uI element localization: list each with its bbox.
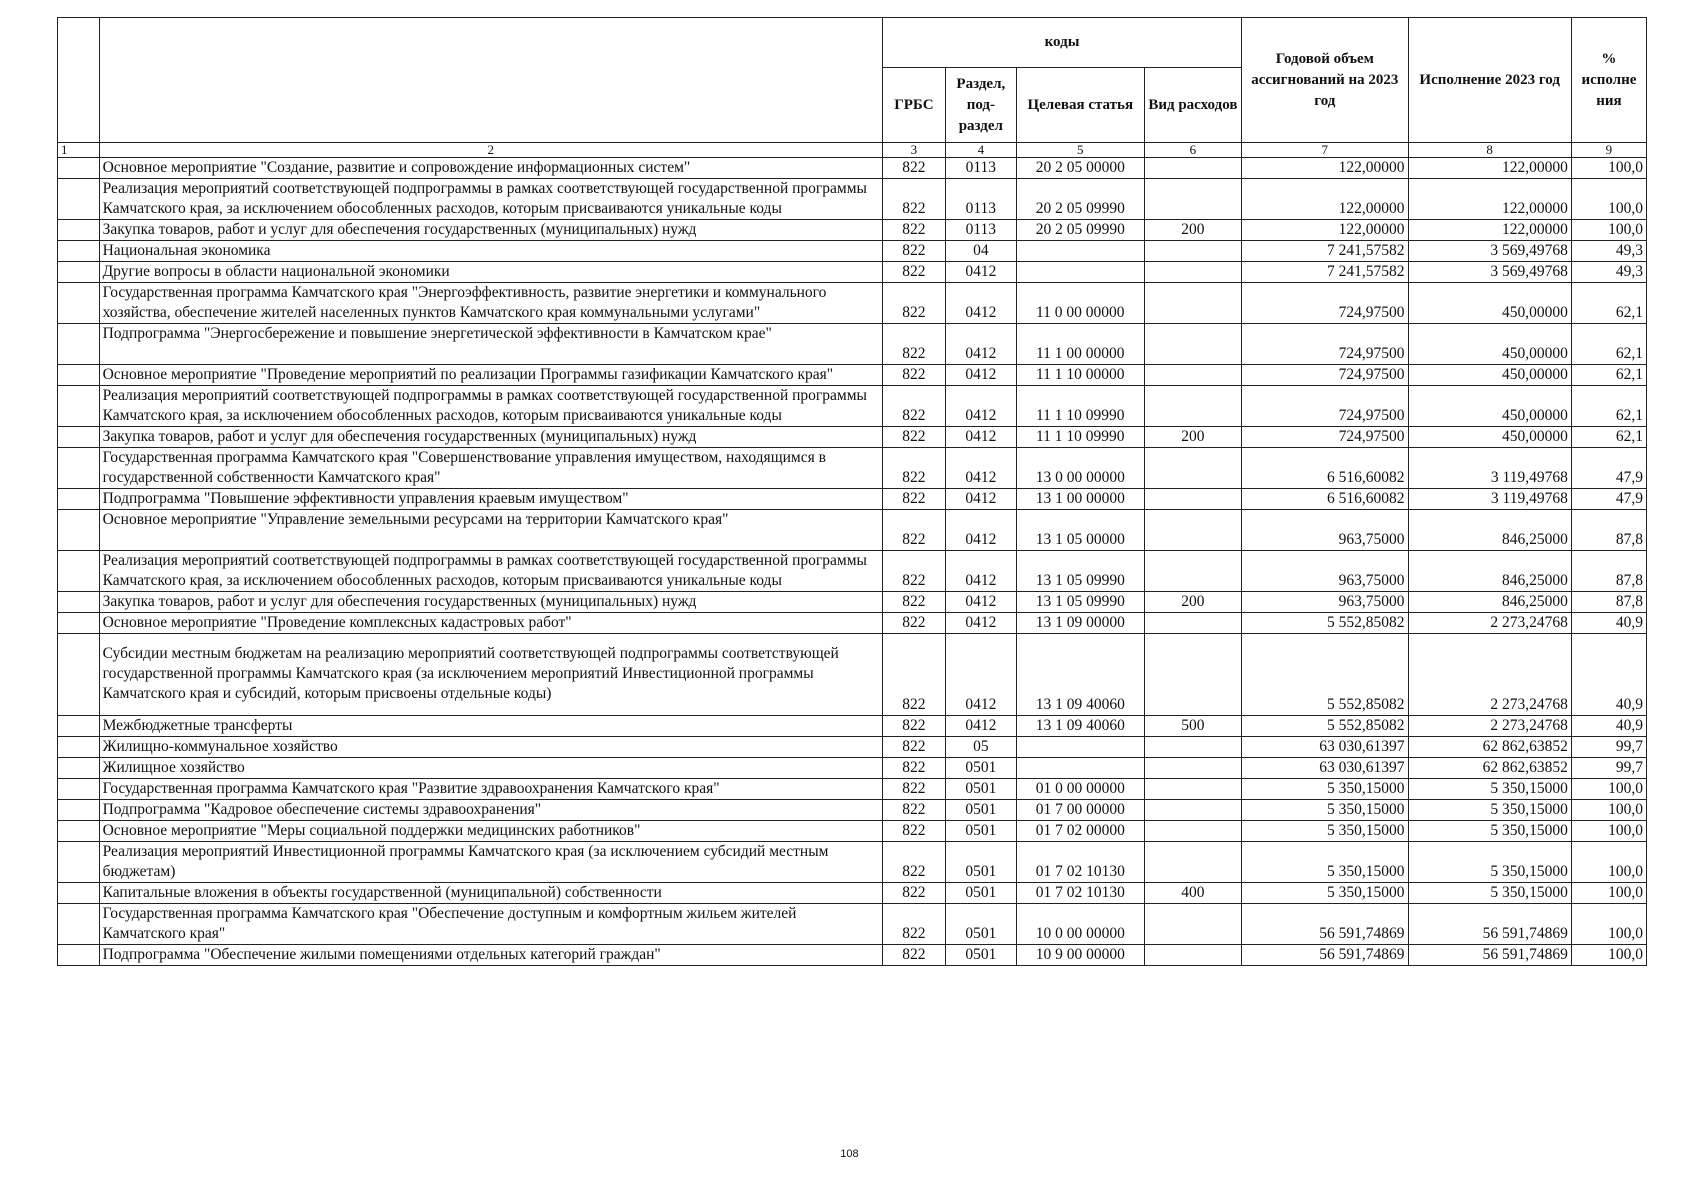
cell-grbs: 822 bbox=[882, 737, 945, 758]
row-index-cell bbox=[58, 551, 100, 592]
cell-target: 20 2 05 09990 bbox=[1016, 179, 1144, 220]
table-body bbox=[58, 143, 1647, 966]
column-number-row bbox=[58, 143, 1647, 158]
cell-annual: 7 241,57582 bbox=[1242, 241, 1408, 262]
row-name: Национальная экономика bbox=[99, 241, 882, 262]
table-row bbox=[58, 883, 1647, 904]
cell-expense-type bbox=[1144, 945, 1241, 966]
cell-section: 0412 bbox=[945, 634, 1016, 716]
cell-percent: 100,0 bbox=[1571, 883, 1646, 904]
cell-annual: 122,00000 bbox=[1242, 179, 1408, 220]
table-row bbox=[58, 716, 1647, 737]
cell-annual: 5 552,85082 bbox=[1242, 716, 1408, 737]
cell-percent: 47,9 bbox=[1571, 489, 1646, 510]
cell-execution: 450,00000 bbox=[1408, 283, 1571, 324]
cell-execution: 56 591,74869 bbox=[1408, 904, 1571, 945]
cell-percent: 62,1 bbox=[1571, 427, 1646, 448]
cell-section: 0501 bbox=[945, 883, 1016, 904]
cell-target: 01 7 00 00000 bbox=[1016, 800, 1144, 821]
header-empty-cell bbox=[58, 18, 100, 143]
cell-expense-type bbox=[1144, 158, 1241, 179]
row-name: Основное мероприятие "Управление земельными ресурсами на территории Камчатского края" bbox=[99, 510, 882, 551]
cell-percent: 47,9 bbox=[1571, 448, 1646, 489]
table-row bbox=[58, 634, 1647, 716]
cell-grbs: 822 bbox=[882, 758, 945, 779]
cell-section: 0501 bbox=[945, 779, 1016, 800]
cell-execution: 62 862,63852 bbox=[1408, 758, 1571, 779]
table-row bbox=[58, 386, 1647, 427]
budget-execution-table bbox=[57, 17, 1647, 966]
cell-annual: 6 516,60082 bbox=[1242, 448, 1408, 489]
cell-section: 0412 bbox=[945, 489, 1016, 510]
cell-percent: 100,0 bbox=[1571, 821, 1646, 842]
cell-section: 0501 bbox=[945, 842, 1016, 883]
cell-grbs: 822 bbox=[882, 592, 945, 613]
column-number: 4 bbox=[945, 143, 1016, 158]
cell-execution: 5 350,15000 bbox=[1408, 779, 1571, 800]
cell-percent: 100,0 bbox=[1571, 842, 1646, 883]
cell-target: 11 1 00 00000 bbox=[1016, 324, 1144, 365]
row-name: Реализация мероприятий соответствующей подпрограммы в рамках соответствующей государственной программы Камчатского края, за исключением обособленных расходов, которым присваиваются уникальные коды bbox=[99, 386, 882, 427]
row-name: Основное мероприятие "Проведение мероприятий по реализации Программы газификации Камчатского края" bbox=[99, 365, 882, 386]
cell-section: 0412 bbox=[945, 427, 1016, 448]
table-row bbox=[58, 613, 1647, 634]
budget-execution-sheet bbox=[57, 17, 1647, 966]
table-row bbox=[58, 592, 1647, 613]
table-row bbox=[58, 179, 1647, 220]
cell-expense-type: 200 bbox=[1144, 220, 1241, 241]
cell-annual: 963,75000 bbox=[1242, 592, 1408, 613]
cell-expense-type: 200 bbox=[1144, 592, 1241, 613]
cell-annual: 5 350,15000 bbox=[1242, 800, 1408, 821]
table-row bbox=[58, 551, 1647, 592]
cell-execution: 5 350,15000 bbox=[1408, 821, 1571, 842]
row-index-cell bbox=[58, 716, 100, 737]
cell-expense-type bbox=[1144, 262, 1241, 283]
cell-target: 01 7 02 10130 bbox=[1016, 883, 1144, 904]
cell-execution: 3 119,49768 bbox=[1408, 489, 1571, 510]
cell-expense-type: 400 bbox=[1144, 883, 1241, 904]
header-target: Целевая статья bbox=[1016, 68, 1144, 143]
row-index-cell bbox=[58, 386, 100, 427]
row-index-cell bbox=[58, 241, 100, 262]
cell-grbs: 822 bbox=[882, 262, 945, 283]
cell-execution: 122,00000 bbox=[1408, 179, 1571, 220]
row-name: Межбюджетные трансферты bbox=[99, 716, 882, 737]
header-codes: коды bbox=[882, 18, 1241, 68]
cell-expense-type bbox=[1144, 821, 1241, 842]
row-index-cell bbox=[58, 634, 100, 716]
row-name: Подпрограмма "Кадровое обеспечение системы здравоохранения" bbox=[99, 800, 882, 821]
row-index-cell bbox=[58, 945, 100, 966]
cell-annual: 5 350,15000 bbox=[1242, 883, 1408, 904]
cell-annual: 724,97500 bbox=[1242, 283, 1408, 324]
cell-section: 0412 bbox=[945, 283, 1016, 324]
table-row bbox=[58, 365, 1647, 386]
cell-percent: 40,9 bbox=[1571, 716, 1646, 737]
cell-percent: 99,7 bbox=[1571, 758, 1646, 779]
cell-expense-type bbox=[1144, 613, 1241, 634]
cell-percent: 100,0 bbox=[1571, 179, 1646, 220]
cell-grbs: 822 bbox=[882, 220, 945, 241]
cell-execution: 846,25000 bbox=[1408, 551, 1571, 592]
cell-percent: 40,9 bbox=[1571, 613, 1646, 634]
cell-grbs: 822 bbox=[882, 283, 945, 324]
cell-percent: 49,3 bbox=[1571, 262, 1646, 283]
cell-annual: 122,00000 bbox=[1242, 220, 1408, 241]
cell-expense-type bbox=[1144, 179, 1241, 220]
cell-grbs: 822 bbox=[882, 386, 945, 427]
cell-section: 0412 bbox=[945, 386, 1016, 427]
cell-annual: 724,97500 bbox=[1242, 386, 1408, 427]
cell-expense-type bbox=[1144, 241, 1241, 262]
table-row bbox=[58, 737, 1647, 758]
cell-execution: 3 119,49768 bbox=[1408, 448, 1571, 489]
cell-annual: 7 241,57582 bbox=[1242, 262, 1408, 283]
header-annual: Годовой объем ассигнований на 2023 год bbox=[1242, 18, 1408, 143]
row-name: Основное мероприятие "Меры социальной поддержки медицинских работников" bbox=[99, 821, 882, 842]
column-number: 7 bbox=[1242, 143, 1408, 158]
table-row bbox=[58, 821, 1647, 842]
row-name: Подпрограмма "Повышение эффективности управления краевым имуществом" bbox=[99, 489, 882, 510]
row-name: Подпрограмма "Обеспечение жилыми помещениями отдельных категорий граждан" bbox=[99, 945, 882, 966]
cell-execution: 3 569,49768 bbox=[1408, 262, 1571, 283]
cell-section: 05 bbox=[945, 737, 1016, 758]
table-row bbox=[58, 241, 1647, 262]
cell-percent: 62,1 bbox=[1571, 283, 1646, 324]
row-index-cell bbox=[58, 179, 100, 220]
cell-expense-type bbox=[1144, 283, 1241, 324]
cell-expense-type bbox=[1144, 800, 1241, 821]
column-number: 3 bbox=[882, 143, 945, 158]
row-index-cell bbox=[58, 262, 100, 283]
row-index-cell bbox=[58, 883, 100, 904]
cell-section: 0412 bbox=[945, 448, 1016, 489]
cell-section: 04 bbox=[945, 241, 1016, 262]
cell-section: 0412 bbox=[945, 716, 1016, 737]
cell-section: 0501 bbox=[945, 904, 1016, 945]
column-number: 6 bbox=[1144, 143, 1241, 158]
cell-execution: 450,00000 bbox=[1408, 386, 1571, 427]
cell-percent: 49,3 bbox=[1571, 241, 1646, 262]
table-row bbox=[58, 758, 1647, 779]
cell-expense-type bbox=[1144, 386, 1241, 427]
cell-grbs: 822 bbox=[882, 365, 945, 386]
cell-target: 20 2 05 09990 bbox=[1016, 220, 1144, 241]
row-name: Жилищно-коммунальное хозяйство bbox=[99, 737, 882, 758]
cell-execution: 450,00000 bbox=[1408, 427, 1571, 448]
cell-target bbox=[1016, 758, 1144, 779]
table-row bbox=[58, 800, 1647, 821]
row-index-cell bbox=[58, 448, 100, 489]
cell-percent: 62,1 bbox=[1571, 365, 1646, 386]
cell-grbs: 822 bbox=[882, 716, 945, 737]
cell-annual: 6 516,60082 bbox=[1242, 489, 1408, 510]
row-name: Реализация мероприятий соответствующей подпрограммы в рамках соответствующей государственной программы Камчатского края, за исключением обособленных расходов, которым присваиваются уникальные коды bbox=[99, 179, 882, 220]
cell-execution: 846,25000 bbox=[1408, 592, 1571, 613]
cell-target bbox=[1016, 737, 1144, 758]
cell-annual: 5 552,85082 bbox=[1242, 613, 1408, 634]
cell-percent: 87,8 bbox=[1571, 510, 1646, 551]
cell-execution: 846,25000 bbox=[1408, 510, 1571, 551]
row-name: Реализация мероприятий соответствующей подпрограммы в рамках соответствующей государственной программы Камчатского края, за исключением обособленных расходов, которым присваиваются уникальные коды bbox=[99, 551, 882, 592]
row-name: Реализация мероприятий Инвестиционной программы Камчатского края (за исключением субсидий местным бюджетам) bbox=[99, 842, 882, 883]
cell-target: 11 1 10 09990 bbox=[1016, 386, 1144, 427]
cell-expense-type bbox=[1144, 324, 1241, 365]
row-index-cell bbox=[58, 842, 100, 883]
cell-target bbox=[1016, 241, 1144, 262]
header-section: Раздел, под-раздел bbox=[945, 68, 1016, 143]
cell-percent: 100,0 bbox=[1571, 904, 1646, 945]
row-name: Основное мероприятие "Создание, развитие и сопровождение информационных систем" bbox=[99, 158, 882, 179]
cell-grbs: 822 bbox=[882, 324, 945, 365]
table-row bbox=[58, 427, 1647, 448]
cell-expense-type: 200 bbox=[1144, 427, 1241, 448]
row-name: Подпрограмма "Энергосбережение и повышение энергетической эффективности в Камчатском крае" bbox=[99, 324, 882, 365]
cell-target: 13 1 09 00000 bbox=[1016, 613, 1144, 634]
table-row bbox=[58, 324, 1647, 365]
table-row bbox=[58, 779, 1647, 800]
cell-expense-type bbox=[1144, 489, 1241, 510]
row-index-cell bbox=[58, 758, 100, 779]
header-expense-type: Вид расходов bbox=[1144, 68, 1241, 143]
cell-percent: 62,1 bbox=[1571, 324, 1646, 365]
table-row bbox=[58, 904, 1647, 945]
cell-annual: 56 591,74869 bbox=[1242, 904, 1408, 945]
cell-target: 10 9 00 00000 bbox=[1016, 945, 1144, 966]
cell-execution: 5 350,15000 bbox=[1408, 842, 1571, 883]
cell-expense-type bbox=[1144, 448, 1241, 489]
cell-annual: 963,75000 bbox=[1242, 510, 1408, 551]
cell-section: 0412 bbox=[945, 551, 1016, 592]
row-index-cell bbox=[58, 365, 100, 386]
table-row bbox=[58, 158, 1647, 179]
row-index-cell bbox=[58, 427, 100, 448]
cell-annual: 56 591,74869 bbox=[1242, 945, 1408, 966]
cell-expense-type bbox=[1144, 758, 1241, 779]
cell-percent: 100,0 bbox=[1571, 220, 1646, 241]
row-index-cell bbox=[58, 779, 100, 800]
cell-percent: 100,0 bbox=[1571, 945, 1646, 966]
cell-section: 0412 bbox=[945, 613, 1016, 634]
row-index-cell bbox=[58, 324, 100, 365]
row-index-cell bbox=[58, 800, 100, 821]
cell-execution: 2 273,24768 bbox=[1408, 716, 1571, 737]
cell-grbs: 822 bbox=[882, 241, 945, 262]
cell-grbs: 822 bbox=[882, 883, 945, 904]
cell-annual: 963,75000 bbox=[1242, 551, 1408, 592]
cell-target: 01 7 02 10130 bbox=[1016, 842, 1144, 883]
cell-execution: 450,00000 bbox=[1408, 365, 1571, 386]
header-grbs: ГРБС bbox=[882, 68, 945, 143]
cell-grbs: 822 bbox=[882, 800, 945, 821]
cell-execution: 5 350,15000 bbox=[1408, 883, 1571, 904]
cell-target: 13 1 09 40060 bbox=[1016, 716, 1144, 737]
table-row bbox=[58, 842, 1647, 883]
column-number: 1 bbox=[58, 143, 100, 158]
cell-grbs: 822 bbox=[882, 779, 945, 800]
table-row bbox=[58, 283, 1647, 324]
cell-expense-type: 500 bbox=[1144, 716, 1241, 737]
cell-percent: 100,0 bbox=[1571, 158, 1646, 179]
cell-grbs: 822 bbox=[882, 945, 945, 966]
cell-percent: 62,1 bbox=[1571, 386, 1646, 427]
cell-grbs: 822 bbox=[882, 427, 945, 448]
row-name: Государственная программа Камчатского края "Энергоэффективность, развитие энергетики и коммунального хозяйства, обеспечение жителей населенных пунктов Камчатского края коммунальными услугами" bbox=[99, 283, 882, 324]
table-row bbox=[58, 448, 1647, 489]
row-name: Жилищное хозяйство bbox=[99, 758, 882, 779]
cell-section: 0412 bbox=[945, 365, 1016, 386]
table-row bbox=[58, 262, 1647, 283]
row-index-cell bbox=[58, 592, 100, 613]
cell-grbs: 822 bbox=[882, 179, 945, 220]
row-name: Другие вопросы в области национальной экономики bbox=[99, 262, 882, 283]
cell-section: 0113 bbox=[945, 179, 1016, 220]
cell-target: 10 0 00 00000 bbox=[1016, 904, 1144, 945]
cell-grbs: 822 bbox=[882, 448, 945, 489]
cell-grbs: 822 bbox=[882, 551, 945, 592]
cell-percent: 87,8 bbox=[1571, 592, 1646, 613]
cell-execution: 122,00000 bbox=[1408, 220, 1571, 241]
cell-target: 11 1 10 09990 bbox=[1016, 427, 1144, 448]
cell-target: 13 1 05 09990 bbox=[1016, 551, 1144, 592]
cell-target: 11 1 10 00000 bbox=[1016, 365, 1144, 386]
cell-annual: 724,97500 bbox=[1242, 427, 1408, 448]
row-name: Закупка товаров, работ и услуг для обеспечения государственных (муниципальных) нужд bbox=[99, 220, 882, 241]
cell-execution: 122,00000 bbox=[1408, 158, 1571, 179]
cell-target: 13 1 00 00000 bbox=[1016, 489, 1144, 510]
cell-grbs: 822 bbox=[882, 613, 945, 634]
cell-percent: 40,9 bbox=[1571, 634, 1646, 716]
cell-execution: 450,00000 bbox=[1408, 324, 1571, 365]
table-row bbox=[58, 220, 1647, 241]
cell-annual: 724,97500 bbox=[1242, 324, 1408, 365]
cell-section: 0501 bbox=[945, 945, 1016, 966]
row-name: Основное мероприятие "Проведение комплексных кадастровых работ" bbox=[99, 613, 882, 634]
cell-annual: 5 350,15000 bbox=[1242, 779, 1408, 800]
cell-section: 0412 bbox=[945, 324, 1016, 365]
cell-execution: 56 591,74869 bbox=[1408, 945, 1571, 966]
table-row bbox=[58, 489, 1647, 510]
row-name: Закупка товаров, работ и услуг для обеспечения государственных (муниципальных) нужд bbox=[99, 427, 882, 448]
cell-section: 0412 bbox=[945, 510, 1016, 551]
header-name-cell bbox=[99, 18, 882, 143]
cell-annual: 63 030,61397 bbox=[1242, 758, 1408, 779]
header-row-top bbox=[58, 18, 1647, 68]
row-name: Капитальные вложения в объекты государственной (муниципальной) собственности bbox=[99, 883, 882, 904]
row-index-cell bbox=[58, 613, 100, 634]
cell-annual: 63 030,61397 bbox=[1242, 737, 1408, 758]
cell-grbs: 822 bbox=[882, 158, 945, 179]
cell-section: 0113 bbox=[945, 220, 1016, 241]
cell-expense-type bbox=[1144, 365, 1241, 386]
cell-percent: 100,0 bbox=[1571, 800, 1646, 821]
row-index-cell bbox=[58, 510, 100, 551]
cell-target: 20 2 05 00000 bbox=[1016, 158, 1144, 179]
cell-percent: 100,0 bbox=[1571, 779, 1646, 800]
cell-expense-type bbox=[1144, 779, 1241, 800]
table-row bbox=[58, 510, 1647, 551]
row-name: Субсидии местным бюджетам на реализацию мероприятий соответствующей подпрограммы соответствующей государственной программы Камчатского края (за исключением мероприятий Инвестиционной программы Камчатского края и субсидий, которым присвоены отдельные коды) bbox=[99, 634, 882, 716]
column-number: 9 bbox=[1571, 143, 1646, 158]
cell-target: 11 0 00 00000 bbox=[1016, 283, 1144, 324]
cell-section: 0412 bbox=[945, 592, 1016, 613]
cell-expense-type bbox=[1144, 842, 1241, 883]
column-number: 2 bbox=[99, 143, 882, 158]
cell-expense-type bbox=[1144, 737, 1241, 758]
cell-section: 0501 bbox=[945, 821, 1016, 842]
cell-percent: 99,7 bbox=[1571, 737, 1646, 758]
cell-section: 0501 bbox=[945, 800, 1016, 821]
cell-section: 0113 bbox=[945, 158, 1016, 179]
cell-execution: 2 273,24768 bbox=[1408, 613, 1571, 634]
row-name: Государственная программа Камчатского края "Обеспечение доступным и комфортным жильем жителей Камчатского края" bbox=[99, 904, 882, 945]
row-name: Закупка товаров, работ и услуг для обеспечения государственных (муниципальных) нужд bbox=[99, 592, 882, 613]
cell-grbs: 822 bbox=[882, 904, 945, 945]
row-index-cell bbox=[58, 489, 100, 510]
row-name: Государственная программа Камчатского края "Совершенствование управления имуществом, находящимся в государственной собственности Камчатского края" bbox=[99, 448, 882, 489]
cell-annual: 5 552,85082 bbox=[1242, 634, 1408, 716]
cell-target: 13 1 05 00000 bbox=[1016, 510, 1144, 551]
cell-grbs: 822 bbox=[882, 510, 945, 551]
header-execution: Исполнение 2023 год bbox=[1408, 18, 1571, 143]
cell-target: 01 0 00 00000 bbox=[1016, 779, 1144, 800]
cell-section: 0412 bbox=[945, 262, 1016, 283]
column-number: 8 bbox=[1408, 143, 1571, 158]
cell-expense-type bbox=[1144, 551, 1241, 592]
row-index-cell bbox=[58, 821, 100, 842]
row-index-cell bbox=[58, 158, 100, 179]
cell-execution: 3 569,49768 bbox=[1408, 241, 1571, 262]
row-index-cell bbox=[58, 737, 100, 758]
table-row bbox=[58, 945, 1647, 966]
cell-grbs: 822 bbox=[882, 821, 945, 842]
row-index-cell bbox=[58, 283, 100, 324]
cell-grbs: 822 bbox=[882, 489, 945, 510]
cell-target bbox=[1016, 262, 1144, 283]
cell-target: 13 1 05 09990 bbox=[1016, 592, 1144, 613]
cell-execution: 2 273,24768 bbox=[1408, 634, 1571, 716]
cell-expense-type bbox=[1144, 904, 1241, 945]
cell-section: 0501 bbox=[945, 758, 1016, 779]
row-index-cell bbox=[58, 904, 100, 945]
row-name: Государственная программа Камчатского края "Развитие здравоохранения Камчатского края" bbox=[99, 779, 882, 800]
cell-expense-type bbox=[1144, 634, 1241, 716]
header-percent: % исполне ния bbox=[1571, 18, 1646, 143]
cell-target: 13 1 09 40060 bbox=[1016, 634, 1144, 716]
row-index-cell bbox=[58, 220, 100, 241]
cell-percent: 87,8 bbox=[1571, 551, 1646, 592]
cell-execution: 62 862,63852 bbox=[1408, 737, 1571, 758]
cell-execution: 5 350,15000 bbox=[1408, 800, 1571, 821]
cell-grbs: 822 bbox=[882, 634, 945, 716]
cell-annual: 724,97500 bbox=[1242, 365, 1408, 386]
page-number: 108 bbox=[840, 1148, 859, 1160]
cell-expense-type bbox=[1144, 510, 1241, 551]
column-number: 5 bbox=[1016, 143, 1144, 158]
cell-annual: 5 350,15000 bbox=[1242, 842, 1408, 883]
cell-target: 13 0 00 00000 bbox=[1016, 448, 1144, 489]
cell-annual: 122,00000 bbox=[1242, 158, 1408, 179]
cell-target: 01 7 02 00000 bbox=[1016, 821, 1144, 842]
cell-grbs: 822 bbox=[882, 842, 945, 883]
cell-annual: 5 350,15000 bbox=[1242, 821, 1408, 842]
